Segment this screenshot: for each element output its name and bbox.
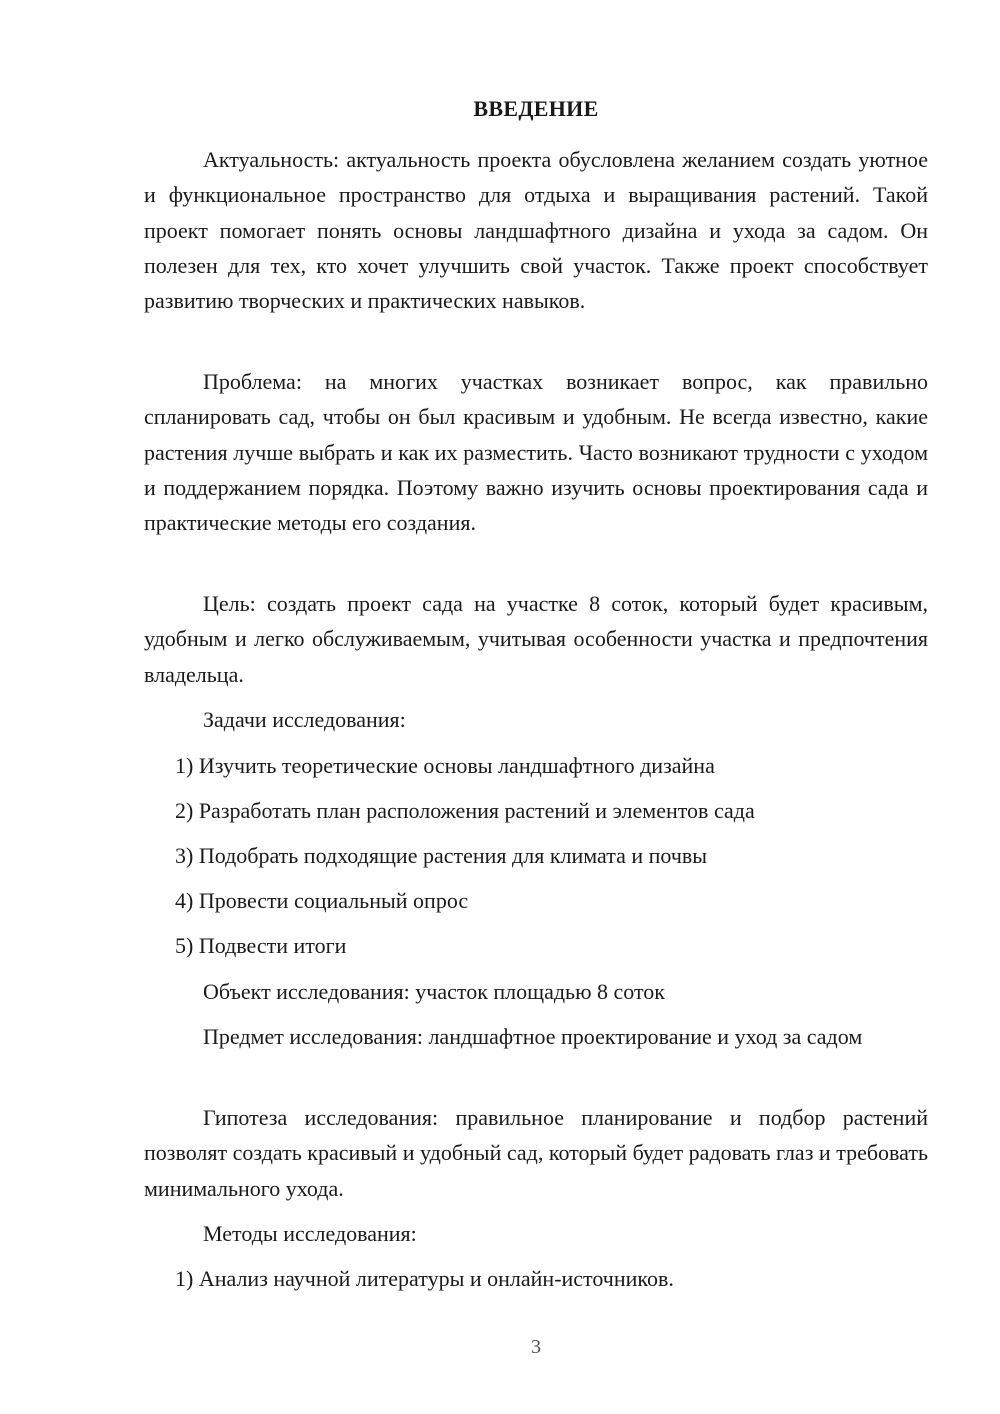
task-item-1: 1) Изучить теоретические основы ландшафтного дизайна: [175, 753, 715, 778]
tasks-heading: Задачи исследования:: [203, 707, 406, 732]
page-number: 3: [531, 1336, 541, 1358]
task-item-5: 5) Подвести итоги: [175, 933, 347, 958]
paragraph-goal: Цель: создать проект сада на участке 8 соток, который будет красивым, удобным и легко обслуживаемым, учитывая особенности участка и предпочтения владельца.: [144, 591, 928, 687]
paragraph-problem: Проблема: на многих участках возникает вопрос, как правильно спланировать сад, чтобы он был красивым и удобным. Не всегда известно, какие растения лучше выбрать и как их разместить. Часто возникают трудности с уходом и поддержанием порядка. Поэтому важно изучить основы проектирования сада и практические методы его создания.: [144, 369, 928, 536]
method-item-1: 1) Анализ научной литературы и онлайн-источников.: [175, 1266, 674, 1291]
methods-heading: Методы исследования:: [203, 1221, 417, 1246]
task-item-2: 2) Разработать план расположения растений и элементов сада: [175, 798, 755, 823]
paragraph-hypothesis: Гипотеза исследования: правильное планирование и подбор растений позволят создать красивый и удобный сад, который будет радовать глаз и требовать минимального ухода.: [144, 1105, 928, 1201]
section-title: ВВЕДЕНИЕ: [473, 96, 599, 121]
task-item-4: 4) Провести социальный опрос: [175, 888, 469, 913]
paragraph-subject: Предмет исследования: ландшафтное проектирование и уход за садом: [203, 1024, 863, 1049]
paragraph-relevance: Актуальность: актуальность проекта обусловлена желанием создать уютное и функциональное пространство для отдыха и выращивания растений. Такой проект помогает понять основы ландшафтного дизайна и ухода за садом. Он полезен для тех, кто хочет улучшить свой участок. Также проект способствует развитию творческих и практических навыков.: [144, 147, 928, 314]
task-item-3: 3) Подобрать подходящие растения для климата и почвы: [175, 843, 708, 868]
paragraph-object: Объект исследования: участок площадью 8 соток: [203, 979, 665, 1004]
